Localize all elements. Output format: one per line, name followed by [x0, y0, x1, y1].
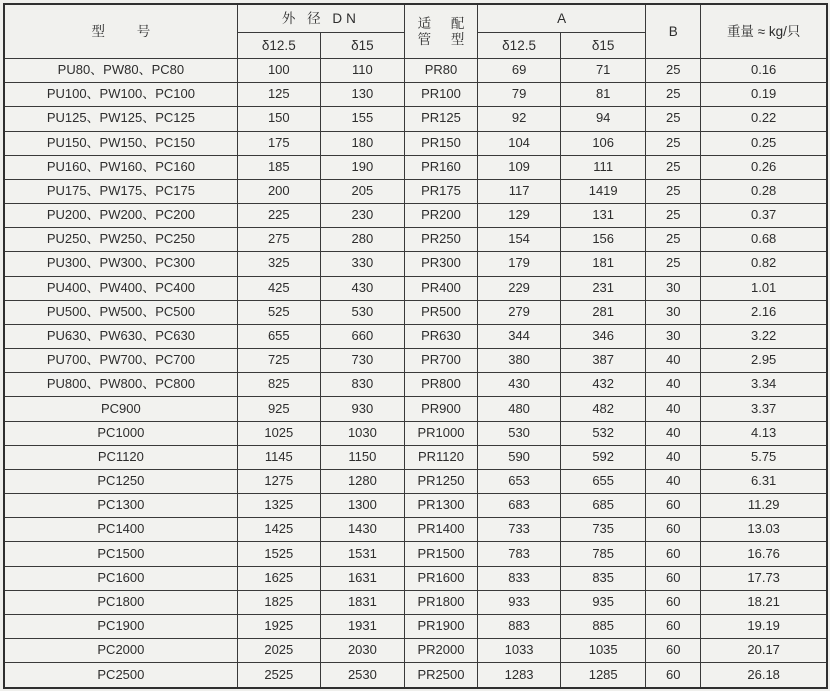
cell-outer-dia-d15: 2530 — [320, 663, 404, 688]
table-row — [4, 349, 827, 373]
cell-a-d15: 785 — [561, 542, 646, 566]
cell-outer-dia-d15: 1931 — [320, 614, 404, 638]
cell-weight: 0.25 — [701, 131, 827, 155]
cell-b: 60 — [646, 518, 701, 542]
table-row — [4, 324, 827, 348]
cell-b: 40 — [646, 373, 701, 397]
table-row — [4, 494, 827, 518]
table-row — [4, 590, 827, 614]
cell-pipe-type: PR1800 — [404, 590, 477, 614]
cell-b: 25 — [646, 228, 701, 252]
cell-weight: 4.13 — [701, 421, 827, 445]
cell-outer-dia-d12-5: 1525 — [237, 542, 320, 566]
table-row — [4, 542, 827, 566]
cell-weight: 0.68 — [701, 228, 827, 252]
cell-weight: 0.28 — [701, 179, 827, 203]
cell-model: PC1120 — [4, 445, 237, 469]
cell-pipe-type: PR1300 — [404, 494, 477, 518]
cell-model: PC1800 — [4, 590, 237, 614]
cell-outer-dia-d15: 660 — [320, 324, 404, 348]
cell-pipe-type: PR175 — [404, 179, 477, 203]
cell-outer-dia-d12-5: 225 — [237, 204, 320, 228]
cell-outer-dia-d15: 155 — [320, 107, 404, 131]
cell-outer-dia-d15: 230 — [320, 204, 404, 228]
cell-a-d12-5: 683 — [478, 494, 561, 518]
cell-outer-dia-d12-5: 825 — [237, 373, 320, 397]
cell-outer-dia-d12-5: 655 — [237, 324, 320, 348]
cell-outer-dia-d15: 1150 — [320, 445, 404, 469]
table-row — [4, 421, 827, 445]
cell-a-d12-5: 179 — [478, 252, 561, 276]
cell-b: 40 — [646, 469, 701, 493]
cell-pipe-type: PR125 — [404, 107, 477, 131]
cell-pipe-type: PR1250 — [404, 469, 477, 493]
cell-a-d15: 685 — [561, 494, 646, 518]
cell-weight: 26.18 — [701, 663, 827, 688]
cell-outer-dia-d15: 1280 — [320, 469, 404, 493]
table-row — [4, 59, 827, 83]
table-row — [4, 639, 827, 663]
cell-pipe-type: PR400 — [404, 276, 477, 300]
table-row — [4, 155, 827, 179]
cell-model: PC1400 — [4, 518, 237, 542]
cell-model: PU200、PW200、PC200 — [4, 204, 237, 228]
cell-outer-dia-d15: 1531 — [320, 542, 404, 566]
cell-b: 25 — [646, 131, 701, 155]
cell-outer-dia-d15: 1631 — [320, 566, 404, 590]
table-row — [4, 83, 827, 107]
cell-outer-dia-d15: 2030 — [320, 639, 404, 663]
cell-b: 25 — [646, 83, 701, 107]
cell-a-d12-5: 279 — [478, 300, 561, 324]
header-row-top — [4, 4, 827, 33]
cell-a-d12-5: 92 — [478, 107, 561, 131]
col-header-b: B — [646, 4, 701, 59]
cell-weight: 6.31 — [701, 469, 827, 493]
cell-outer-dia-d15: 730 — [320, 349, 404, 373]
cell-outer-dia-d12-5: 125 — [237, 83, 320, 107]
subheader-dn-delta12-5: δ12.5 — [237, 33, 320, 59]
subheader-dn-delta15: δ15 — [320, 33, 404, 59]
cell-outer-dia-d12-5: 1625 — [237, 566, 320, 590]
cell-outer-dia-d12-5: 175 — [237, 131, 320, 155]
cell-b: 60 — [646, 566, 701, 590]
cell-outer-dia-d12-5: 1275 — [237, 469, 320, 493]
cell-a-d12-5: 480 — [478, 397, 561, 421]
cell-outer-dia-d15: 190 — [320, 155, 404, 179]
col-header-outer-diameter: 外 径 DN — [237, 4, 404, 33]
cell-a-d12-5: 109 — [478, 155, 561, 179]
cell-a-d15: 1419 — [561, 179, 646, 203]
cell-b: 40 — [646, 397, 701, 421]
cell-model: PC1300 — [4, 494, 237, 518]
cell-a-d15: 281 — [561, 300, 646, 324]
cell-a-d15: 1285 — [561, 663, 646, 688]
cell-weight: 17.73 — [701, 566, 827, 590]
cell-b: 40 — [646, 445, 701, 469]
cell-model: PU300、PW300、PC300 — [4, 252, 237, 276]
cell-pipe-type: PR800 — [404, 373, 477, 397]
table-row — [4, 518, 827, 542]
cell-pipe-type: PR80 — [404, 59, 477, 83]
cell-b: 40 — [646, 421, 701, 445]
cell-b: 25 — [646, 252, 701, 276]
pipe-type-label-line1: 适 配 — [417, 15, 473, 31]
cell-model: PC900 — [4, 397, 237, 421]
cell-a-d12-5: 530 — [478, 421, 561, 445]
cell-outer-dia-d12-5: 2525 — [237, 663, 320, 688]
cell-b: 25 — [646, 204, 701, 228]
cell-weight: 0.82 — [701, 252, 827, 276]
cell-outer-dia-d15: 130 — [320, 83, 404, 107]
cell-a-d15: 387 — [561, 349, 646, 373]
table-row — [4, 204, 827, 228]
cell-a-d15: 346 — [561, 324, 646, 348]
cell-b: 60 — [646, 639, 701, 663]
cell-model: PU100、PW100、PC100 — [4, 83, 237, 107]
cell-b: 30 — [646, 324, 701, 348]
cell-b: 40 — [646, 349, 701, 373]
cell-a-d15: 71 — [561, 59, 646, 83]
cell-outer-dia-d12-5: 150 — [237, 107, 320, 131]
cell-a-d12-5: 129 — [478, 204, 561, 228]
cell-a-d12-5: 154 — [478, 228, 561, 252]
cell-pipe-type: PR2000 — [404, 639, 477, 663]
cell-a-d15: 81 — [561, 83, 646, 107]
cell-outer-dia-d12-5: 1145 — [237, 445, 320, 469]
cell-model: PC1000 — [4, 421, 237, 445]
cell-outer-dia-d15: 1430 — [320, 518, 404, 542]
cell-a-d12-5: 733 — [478, 518, 561, 542]
cell-a-d15: 592 — [561, 445, 646, 469]
cell-pipe-type: PR700 — [404, 349, 477, 373]
cell-model: PU125、PW125、PC125 — [4, 107, 237, 131]
cell-pipe-type: PR1900 — [404, 614, 477, 638]
cell-a-d15: 1035 — [561, 639, 646, 663]
table-row — [4, 300, 827, 324]
cell-weight: 11.29 — [701, 494, 827, 518]
cell-b: 25 — [646, 155, 701, 179]
cell-model: PU800、PW800、PC800 — [4, 373, 237, 397]
table-row — [4, 252, 827, 276]
cell-a-d12-5: 79 — [478, 83, 561, 107]
cell-pipe-type: PR1120 — [404, 445, 477, 469]
table-body — [4, 59, 827, 689]
col-header-a: A — [478, 4, 646, 33]
cell-a-d15: 432 — [561, 373, 646, 397]
cell-outer-dia-d12-5: 100 — [237, 59, 320, 83]
spec-table — [3, 3, 828, 689]
cell-b: 30 — [646, 300, 701, 324]
cell-a-d15: 835 — [561, 566, 646, 590]
cell-outer-dia-d12-5: 425 — [237, 276, 320, 300]
cell-model: PU630、PW630、PC630 — [4, 324, 237, 348]
cell-b: 25 — [646, 107, 701, 131]
cell-a-d12-5: 104 — [478, 131, 561, 155]
table-header — [4, 4, 827, 59]
cell-pipe-type: PR150 — [404, 131, 477, 155]
cell-outer-dia-d15: 1300 — [320, 494, 404, 518]
cell-a-d15: 231 — [561, 276, 646, 300]
cell-b: 60 — [646, 590, 701, 614]
cell-pipe-type: PR500 — [404, 300, 477, 324]
cell-outer-dia-d15: 1831 — [320, 590, 404, 614]
cell-model: PC1250 — [4, 469, 237, 493]
cell-a-d12-5: 883 — [478, 614, 561, 638]
cell-model: PU175、PW175、PC175 — [4, 179, 237, 203]
cell-outer-dia-d15: 110 — [320, 59, 404, 83]
cell-weight: 3.37 — [701, 397, 827, 421]
cell-a-d12-5: 430 — [478, 373, 561, 397]
cell-a-d12-5: 344 — [478, 324, 561, 348]
cell-a-d15: 935 — [561, 590, 646, 614]
cell-outer-dia-d12-5: 525 — [237, 300, 320, 324]
cell-a-d12-5: 833 — [478, 566, 561, 590]
cell-b: 60 — [646, 494, 701, 518]
cell-weight: 3.22 — [701, 324, 827, 348]
cell-a-d15: 181 — [561, 252, 646, 276]
cell-weight: 0.22 — [701, 107, 827, 131]
table-row — [4, 228, 827, 252]
cell-model: PC2500 — [4, 663, 237, 688]
cell-b: 60 — [646, 542, 701, 566]
cell-outer-dia-d12-5: 1025 — [237, 421, 320, 445]
table-row — [4, 469, 827, 493]
cell-a-d15: 131 — [561, 204, 646, 228]
table-row — [4, 107, 827, 131]
cell-weight: 18.21 — [701, 590, 827, 614]
cell-outer-dia-d15: 930 — [320, 397, 404, 421]
cell-weight: 0.16 — [701, 59, 827, 83]
cell-outer-dia-d15: 330 — [320, 252, 404, 276]
cell-pipe-type: PR2500 — [404, 663, 477, 688]
cell-a-d15: 885 — [561, 614, 646, 638]
cell-outer-dia-d12-5: 1325 — [237, 494, 320, 518]
cell-a-d12-5: 590 — [478, 445, 561, 469]
cell-b: 60 — [646, 663, 701, 688]
cell-weight: 19.19 — [701, 614, 827, 638]
cell-outer-dia-d12-5: 185 — [237, 155, 320, 179]
table-row — [4, 663, 827, 688]
cell-weight: 2.16 — [701, 300, 827, 324]
cell-model: PU700、PW700、PC700 — [4, 349, 237, 373]
cell-a-d12-5: 69 — [478, 59, 561, 83]
table-row — [4, 445, 827, 469]
cell-a-d12-5: 380 — [478, 349, 561, 373]
cell-a-d12-5: 653 — [478, 469, 561, 493]
cell-a-d12-5: 117 — [478, 179, 561, 203]
cell-outer-dia-d15: 280 — [320, 228, 404, 252]
subheader-a-delta15: δ15 — [561, 33, 646, 59]
cell-a-d12-5: 1033 — [478, 639, 561, 663]
pipe-type-label-line2: 管 型 — [417, 31, 473, 47]
cell-b: 25 — [646, 59, 701, 83]
cell-weight: 0.26 — [701, 155, 827, 179]
cell-outer-dia-d12-5: 1425 — [237, 518, 320, 542]
cell-pipe-type: PR250 — [404, 228, 477, 252]
cell-b: 25 — [646, 179, 701, 203]
cell-outer-dia-d15: 180 — [320, 131, 404, 155]
cell-a-d12-5: 783 — [478, 542, 561, 566]
cell-pipe-type: PR200 — [404, 204, 477, 228]
cell-model: PU500、PW500、PC500 — [4, 300, 237, 324]
cell-a-d15: 94 — [561, 107, 646, 131]
cell-weight: 13.03 — [701, 518, 827, 542]
table-row — [4, 397, 827, 421]
table-row — [4, 566, 827, 590]
cell-pipe-type: PR1600 — [404, 566, 477, 590]
cell-a-d15: 655 — [561, 469, 646, 493]
cell-outer-dia-d12-5: 2025 — [237, 639, 320, 663]
cell-outer-dia-d12-5: 325 — [237, 252, 320, 276]
cell-a-d15: 532 — [561, 421, 646, 445]
cell-outer-dia-d15: 430 — [320, 276, 404, 300]
col-header-weight: 重量 ≈ kg/只 — [701, 4, 827, 59]
cell-outer-dia-d15: 1030 — [320, 421, 404, 445]
cell-weight: 0.37 — [701, 204, 827, 228]
cell-weight: 20.17 — [701, 639, 827, 663]
cell-b: 60 — [646, 614, 701, 638]
cell-a-d15: 106 — [561, 131, 646, 155]
table-row — [4, 614, 827, 638]
table-row — [4, 276, 827, 300]
cell-model: PC1500 — [4, 542, 237, 566]
cell-weight: 3.34 — [701, 373, 827, 397]
cell-outer-dia-d12-5: 725 — [237, 349, 320, 373]
cell-pipe-type: PR300 — [404, 252, 477, 276]
cell-pipe-type: PR630 — [404, 324, 477, 348]
cell-pipe-type: PR1000 — [404, 421, 477, 445]
col-header-model: 型 号 — [4, 4, 237, 59]
cell-model: PU80、PW80、PC80 — [4, 59, 237, 83]
cell-pipe-type: PR1500 — [404, 542, 477, 566]
cell-a-d15: 111 — [561, 155, 646, 179]
cell-a-d15: 482 — [561, 397, 646, 421]
col-header-pipe-type — [404, 4, 477, 59]
cell-weight: 5.75 — [701, 445, 827, 469]
cell-outer-dia-d12-5: 925 — [237, 397, 320, 421]
cell-weight: 2.95 — [701, 349, 827, 373]
table-row — [4, 179, 827, 203]
cell-outer-dia-d15: 530 — [320, 300, 404, 324]
cell-a-d15: 735 — [561, 518, 646, 542]
cell-a-d12-5: 1283 — [478, 663, 561, 688]
cell-pipe-type: PR160 — [404, 155, 477, 179]
cell-pipe-type: PR900 — [404, 397, 477, 421]
cell-weight: 0.19 — [701, 83, 827, 107]
cell-weight: 16.76 — [701, 542, 827, 566]
cell-model: PU400、PW400、PC400 — [4, 276, 237, 300]
cell-outer-dia-d15: 205 — [320, 179, 404, 203]
cell-outer-dia-d12-5: 275 — [237, 228, 320, 252]
cell-pipe-type: PR1400 — [404, 518, 477, 542]
cell-a-d12-5: 933 — [478, 590, 561, 614]
cell-outer-dia-d15: 830 — [320, 373, 404, 397]
cell-a-d15: 156 — [561, 228, 646, 252]
table-row — [4, 131, 827, 155]
cell-b: 30 — [646, 276, 701, 300]
cell-model: PC1600 — [4, 566, 237, 590]
cell-model: PU150、PW150、PC150 — [4, 131, 237, 155]
cell-model: PC2000 — [4, 639, 237, 663]
cell-model: PC1900 — [4, 614, 237, 638]
subheader-a-delta12-5: δ12.5 — [478, 33, 561, 59]
cell-a-d12-5: 229 — [478, 276, 561, 300]
cell-pipe-type: PR100 — [404, 83, 477, 107]
cell-outer-dia-d12-5: 1825 — [237, 590, 320, 614]
cell-model: PU250、PW250、PC250 — [4, 228, 237, 252]
table-row — [4, 373, 827, 397]
cell-outer-dia-d12-5: 200 — [237, 179, 320, 203]
cell-model: PU160、PW160、PC160 — [4, 155, 237, 179]
cell-outer-dia-d12-5: 1925 — [237, 614, 320, 638]
cell-weight: 1.01 — [701, 276, 827, 300]
